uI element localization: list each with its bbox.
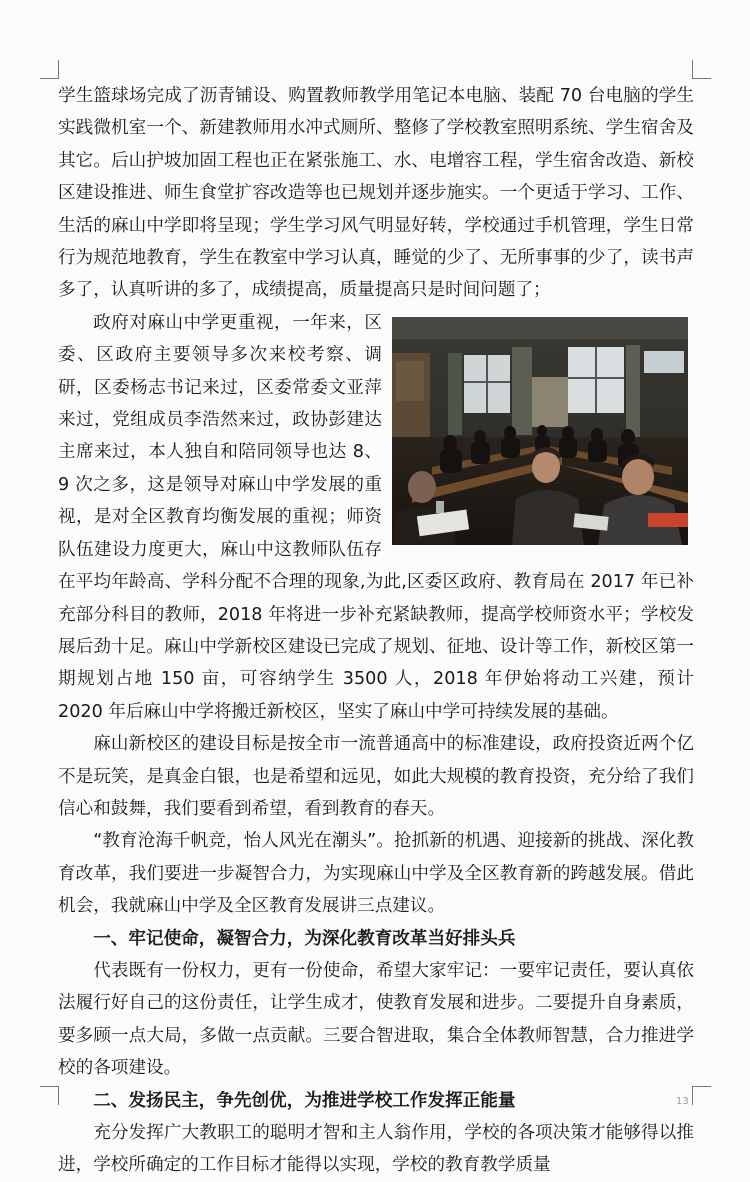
paragraph-with-photo xyxy=(58,307,694,728)
crop-mark-top-left xyxy=(40,60,59,79)
paragraph-6: 充分发挥广大教职工的聪明才智和主人翁作用，学校的各项决策才能够得以推进，学校所确定的工作目标才能得以实现，学校的教育教学质量 xyxy=(58,1123,694,1176)
crop-mark-top-right xyxy=(692,60,711,79)
paragraph-3: 麻山新校区的建设目标是按全市一流普通高中的标准建设，政府投资近两个亿不是玩笑，是真金白银，也是希望和远见，如此大规模的教育投资，充分给了我们信心和鼓舞，我们要看到希望，看到教育的春天。 xyxy=(58,734,694,819)
crop-mark-bottom-right xyxy=(692,1086,711,1105)
page-number: 13 xyxy=(676,1096,689,1107)
paragraph-2: 政府对麻山中学更重视，一年来，区委、区政府主要领导多次来校考察、调研，区委杨志书记来过，区委常委文亚萍来过，党组成员李浩然来过，政协彭建达主席来过，本人独自和陪同领导也达 8、9 次之多，这是领导对麻山中学发展的重视，是对全区教育均衡发展的重视；师资队伍建设力度更大，麻山中这教师队伍存在平均年龄高、学科分配不合理的现象,为此,区委区政府、教育局在 2017 年已补充部分科目的教师，2018 年将进一步补充紧缺教师，提高学校师资水平；学校发展后劲十足。麻山中学新校区建设已完成了规划、征地、设计等工作，新校区第一期规划占地 150 亩，可容纳学生 3500 人，2018 年伊始将动工兴建，预计 2020 年后麻山中学将搬迁新校区，坚实了麻山中学可持续发展的基础。 xyxy=(58,312,694,722)
paragraph-1: 学生篮球场完成了沥青铺设、购置教师教学用笔记本电脑、装配 70 台电脑的学生实践微机室一个、新建教师用水冲式厕所、整修了学校教室照明系统、学生宿舍及其它。后山护坡加固工程也正在紧张施工、水、电增容工程，学生宿舍改造、新校区建设推进、师生食堂扩容改造等也已规划并逐步施实。一个更适于学习、工作、生活的麻山中学即将呈现；学生学习风气明显好转，学校通过手机管理，学生日常行为规范地教育，学生在教室中学习认真，睡觉的少了、无所事事的少了，读书声多了，认真听讲的多了，成绩提高，质量提高只是时间问题了； xyxy=(58,86,694,301)
section-heading-2: 二、发扬民主，争先创优，为推进学校工作发挥正能量 xyxy=(93,1090,516,1111)
section-heading-1: 一、牢记使命，凝智合力，为深化教育改革当好排头兵 xyxy=(93,928,516,949)
photo-illustration xyxy=(392,317,688,545)
classroom-meeting-photo xyxy=(392,317,688,545)
crop-mark-bottom-left xyxy=(40,1086,59,1105)
paragraph-5: 代表既有一份权力，更有一份使命，希望大家牢记：一要牢记责任，要认真依法履行好自己的这份责任，让学生成才，使教育发展和进步。二要提升自身素质，要多顾一点大局，多做一点贡献。三要合智进取，集合全体教师智慧，合力推进学校的各项建设。 xyxy=(58,960,694,1079)
paragraph-4: “教育沧海千帆竞，怡人风光在潮头”。抢抓新的机遇、迎接新的挑战、深化教育改革，我们要进一步凝智合力，为实现麻山中学及全区教育新的跨越发展。借此机会，我就麻山中学及全区教育发展讲三点建议。 xyxy=(58,831,694,917)
article-body xyxy=(58,80,694,1182)
